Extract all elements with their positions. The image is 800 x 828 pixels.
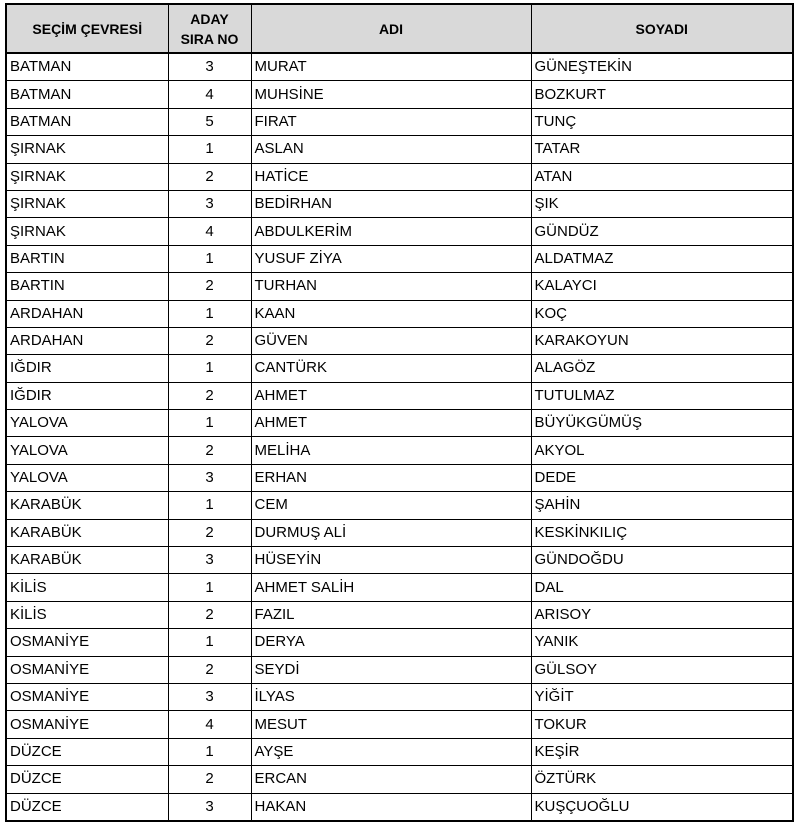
order-cell: 3 [168, 53, 251, 81]
order-cell: 3 [168, 547, 251, 574]
name-cell: KAAN [251, 300, 531, 327]
table-row [6, 738, 793, 765]
name-cell: AHMET [251, 382, 531, 409]
order-cell: 1 [168, 492, 251, 519]
district-cell: YALOVA [6, 437, 168, 464]
name-cell: GÜVEN [251, 327, 531, 354]
name-cell: MELİHA [251, 437, 531, 464]
order-cell: 1 [168, 355, 251, 382]
surname-cell: YANIK [531, 629, 793, 656]
table-row [6, 218, 793, 245]
surname-cell: YİĞİT [531, 683, 793, 710]
order-cell: 3 [168, 464, 251, 491]
surname-cell: ATAN [531, 163, 793, 190]
name-cell: FAZIL [251, 601, 531, 628]
district-cell: OSMANİYE [6, 656, 168, 683]
district-cell: ŞIRNAK [6, 136, 168, 163]
order-cell: 2 [168, 273, 251, 300]
surname-cell: BÜYÜKGÜMÜŞ [531, 410, 793, 437]
surname-cell: KUŞÇUOĞLU [531, 793, 793, 821]
district-cell: IĞDIR [6, 355, 168, 382]
name-cell: ERCAN [251, 766, 531, 793]
order-cell: 2 [168, 327, 251, 354]
name-cell: TURHAN [251, 273, 531, 300]
table-row [6, 327, 793, 354]
order-cell: 4 [168, 711, 251, 738]
table-row [6, 382, 793, 409]
surname-cell: ŞAHİN [531, 492, 793, 519]
order-cell: 5 [168, 108, 251, 135]
name-cell: ASLAN [251, 136, 531, 163]
name-cell: ABDULKERİM [251, 218, 531, 245]
table-row [6, 81, 793, 108]
district-cell: DÜZCE [6, 738, 168, 765]
district-cell: DÜZCE [6, 793, 168, 821]
district-cell: YALOVA [6, 464, 168, 491]
order-cell: 2 [168, 519, 251, 546]
name-cell: MURAT [251, 53, 531, 81]
surname-cell: ALAGÖZ [531, 355, 793, 382]
table-row [6, 437, 793, 464]
order-cell: 2 [168, 382, 251, 409]
district-cell: BARTIN [6, 245, 168, 272]
surname-cell: ARISOY [531, 601, 793, 628]
order-cell: 1 [168, 410, 251, 437]
table-row [6, 519, 793, 546]
district-cell: KİLİS [6, 601, 168, 628]
district-cell: KİLİS [6, 574, 168, 601]
surname-cell: TATAR [531, 136, 793, 163]
name-cell: DURMUŞ ALİ [251, 519, 531, 546]
district-cell: ŞIRNAK [6, 218, 168, 245]
surname-cell: KOÇ [531, 300, 793, 327]
surname-cell: GÜNDOĞDU [531, 547, 793, 574]
name-cell: MUHSİNE [251, 81, 531, 108]
district-cell: ARDAHAN [6, 327, 168, 354]
district-cell: KARABÜK [6, 519, 168, 546]
table-row [6, 656, 793, 683]
table-row [6, 163, 793, 190]
order-cell: 1 [168, 136, 251, 163]
table-row [6, 190, 793, 217]
table-row [6, 355, 793, 382]
table-row [6, 136, 793, 163]
surname-cell: KESKİNKILIÇ [531, 519, 793, 546]
table-row [6, 629, 793, 656]
surname-cell: GÜNEŞTEKİN [531, 53, 793, 81]
district-cell: BATMAN [6, 53, 168, 81]
order-cell: 2 [168, 163, 251, 190]
name-cell: DERYA [251, 629, 531, 656]
surname-cell: ÖZTÜRK [531, 766, 793, 793]
table-row [6, 574, 793, 601]
surname-cell: KARAKOYUN [531, 327, 793, 354]
name-cell: AHMET SALİH [251, 574, 531, 601]
district-cell: BATMAN [6, 108, 168, 135]
name-cell: HATİCE [251, 163, 531, 190]
order-cell: 1 [168, 245, 251, 272]
order-cell: 3 [168, 793, 251, 821]
header-name: ADI [251, 4, 531, 53]
header-district: SEÇİM ÇEVRESİ [6, 4, 168, 53]
name-cell: YUSUF ZİYA [251, 245, 531, 272]
surname-cell: AKYOL [531, 437, 793, 464]
header-order [168, 4, 251, 53]
order-cell: 2 [168, 766, 251, 793]
order-cell: 3 [168, 190, 251, 217]
order-cell: 3 [168, 683, 251, 710]
name-cell: MESUT [251, 711, 531, 738]
header-row [6, 4, 793, 53]
name-cell: ERHAN [251, 464, 531, 491]
order-cell: 1 [168, 574, 251, 601]
name-cell: FIRAT [251, 108, 531, 135]
district-cell: ŞIRNAK [6, 163, 168, 190]
district-cell: ARDAHAN [6, 300, 168, 327]
surname-cell: BOZKURT [531, 81, 793, 108]
name-cell: AHMET [251, 410, 531, 437]
table-row [6, 711, 793, 738]
order-cell: 2 [168, 601, 251, 628]
district-cell: ŞIRNAK [6, 190, 168, 217]
order-cell: 1 [168, 629, 251, 656]
district-cell: OSMANİYE [6, 629, 168, 656]
surname-cell: DEDE [531, 464, 793, 491]
surname-cell: DAL [531, 574, 793, 601]
surname-cell: ŞIK [531, 190, 793, 217]
order-cell: 4 [168, 81, 251, 108]
district-cell: DÜZCE [6, 766, 168, 793]
name-cell: BEDİRHAN [251, 190, 531, 217]
surname-cell: ALDATMAZ [531, 245, 793, 272]
table-row [6, 683, 793, 710]
table-row [6, 410, 793, 437]
district-cell: BATMAN [6, 81, 168, 108]
name-cell: HÜSEYİN [251, 547, 531, 574]
name-cell: SEYDİ [251, 656, 531, 683]
table-row [6, 492, 793, 519]
order-cell: 4 [168, 218, 251, 245]
candidate-table [5, 3, 794, 822]
surname-cell: GÜNDÜZ [531, 218, 793, 245]
district-cell: BARTIN [6, 273, 168, 300]
table-row [6, 601, 793, 628]
order-cell: 2 [168, 437, 251, 464]
table-row [6, 547, 793, 574]
name-cell: AYŞE [251, 738, 531, 765]
header-order-line1: ADAY [190, 10, 229, 27]
name-cell: CEM [251, 492, 531, 519]
name-cell: İLYAS [251, 683, 531, 710]
surname-cell: TOKUR [531, 711, 793, 738]
table-row [6, 300, 793, 327]
surname-cell: TUTULMAZ [531, 382, 793, 409]
district-cell: OSMANİYE [6, 711, 168, 738]
surname-cell: KALAYCI [531, 273, 793, 300]
table-row [6, 273, 793, 300]
table-row [6, 245, 793, 272]
district-cell: KARABÜK [6, 547, 168, 574]
district-cell: IĞDIR [6, 382, 168, 409]
district-cell: OSMANİYE [6, 683, 168, 710]
table-row [6, 464, 793, 491]
table-row [6, 793, 793, 821]
surname-cell: GÜLSOY [531, 656, 793, 683]
name-cell: CANTÜRK [251, 355, 531, 382]
table-row [6, 53, 793, 81]
name-cell: HAKAN [251, 793, 531, 821]
surname-cell: KEŞİR [531, 738, 793, 765]
header-surname: SOYADI [531, 4, 793, 53]
order-cell: 1 [168, 300, 251, 327]
table-row [6, 108, 793, 135]
order-cell: 2 [168, 656, 251, 683]
district-cell: YALOVA [6, 410, 168, 437]
header-order-line2: SIRA NO [180, 30, 239, 47]
district-cell: KARABÜK [6, 492, 168, 519]
surname-cell: TUNÇ [531, 108, 793, 135]
order-cell: 1 [168, 738, 251, 765]
table-row [6, 766, 793, 793]
